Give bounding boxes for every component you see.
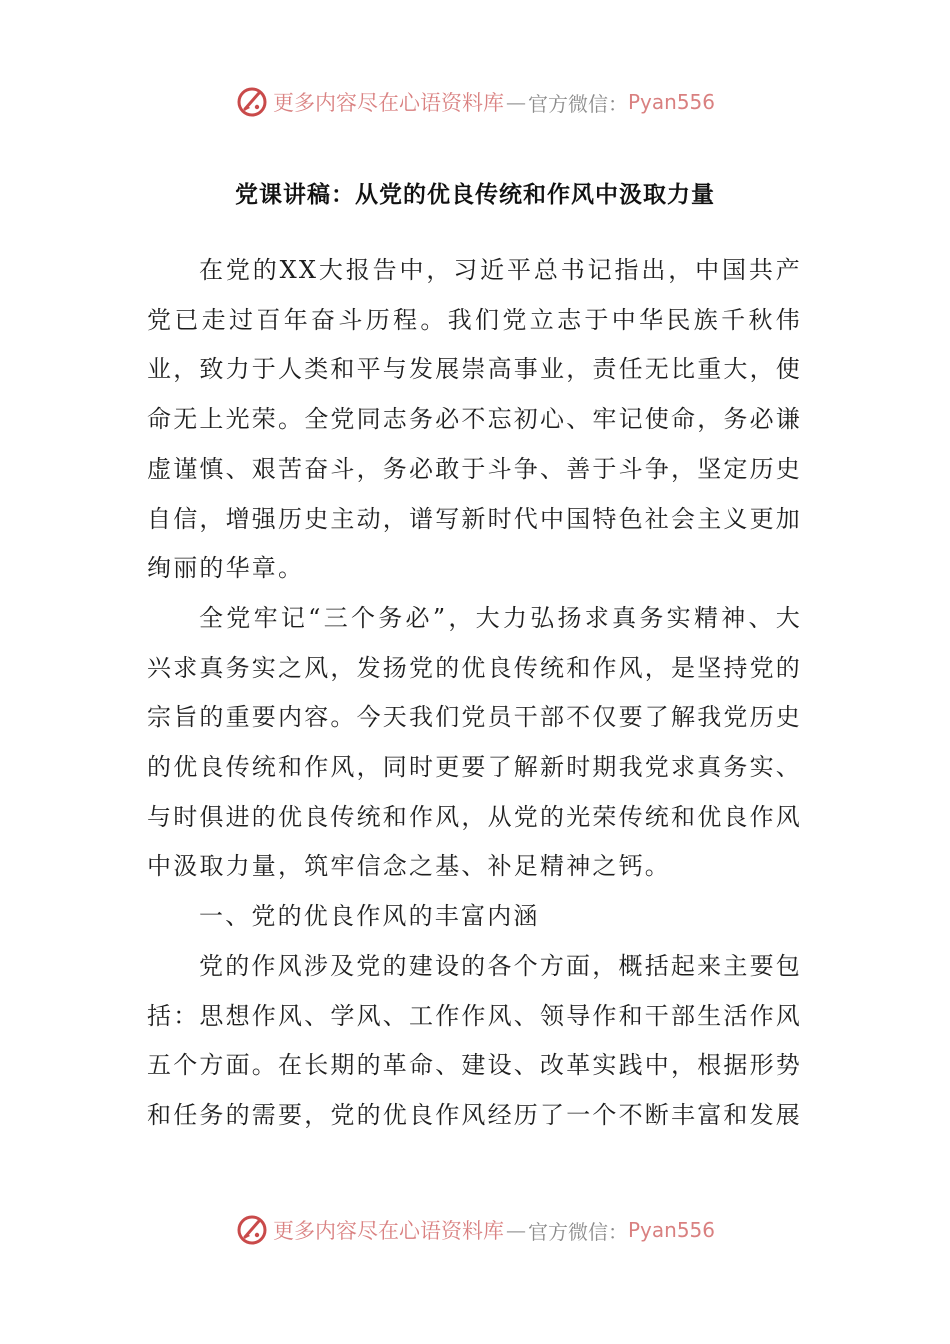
pen-circle-logo-icon: [235, 85, 269, 119]
watermark-wechat-label: 官方微信：: [527, 1219, 628, 1244]
document-body: [147, 246, 802, 1141]
document-title: 党课讲稿：从党的优良传统和作风中汲取力量: [235, 182, 715, 208]
section-heading-one: 一、党的优良作风的丰富内涵: [199, 902, 540, 931]
watermark-dash: —: [505, 1218, 526, 1242]
paragraph-three-musts: 全党牢记“三个务必”，大力弘扬求真务实精神、大兴求真务实之风，发扬党的优良传统和作风，是坚持党的宗旨的重要内容。今天我们党员干部不仅要了解我党历史的优良传统和作风，同时更要了解新时期我党求真务实、与时俱进的优良传统和作风，从党的光荣传统和优良作风中汲取力量，筑牢信念之基、补足精神之钙。: [147, 603, 802, 881]
watermark-site-text: 更多内容尽在心语资料库: [272, 91, 504, 115]
watermark-wechat-id: Pyan556: [627, 1218, 715, 1242]
watermark-site-text: 更多内容尽在心语资料库: [272, 1219, 504, 1243]
footer-watermark: [0, 1210, 950, 1250]
header-watermark: [0, 82, 950, 122]
watermark-dash: —: [505, 90, 526, 114]
paragraph-style-aspects: 党的作风涉及党的建设的各个方面，概括起来主要包括：思想作风、学风、工作作风、领导作和干部生活作风五个方面。在长期的革命、建设、改革实践中，根据形势和任务的需要，党的优良作风经历了一个不断丰富和发展: [147, 951, 802, 1129]
paragraph-intro: 在党的XX大报告中，习近平总书记指出，中国共产党已走过百年奋斗历程。我们党立志于中华民族千秋伟业，致力于人类和平与发展崇高事业，责任无比重大，使命无上光荣。全党同志务必不忘初心、牢记使命，务必谦虚谨慎、艰苦奋斗，务必敢于斗争、善于斗争，坚定历史自信，增强历史主动，谱写新时代中国特色社会主义更加绚丽的华章。: [147, 256, 802, 583]
pen-circle-logo-icon: [235, 1213, 269, 1247]
watermark-wechat-label: 官方微信：: [527, 91, 628, 116]
watermark-wechat-id: Pyan556: [627, 90, 715, 114]
